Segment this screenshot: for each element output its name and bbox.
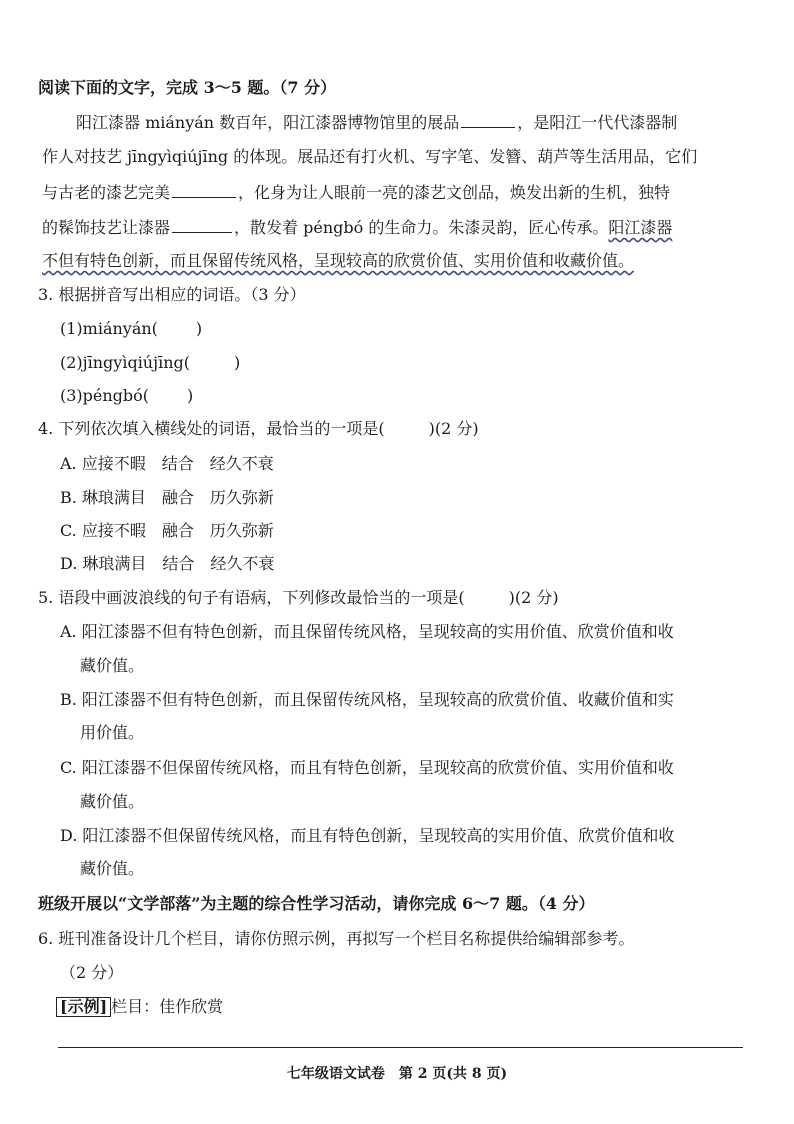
- passage-text: 的髹饰技艺让漆器: [42, 218, 171, 237]
- example-text: 栏目：佳作欣赏: [111, 997, 224, 1016]
- passage-text: 与古老的漆艺完美: [42, 183, 171, 202]
- paren-close: ): [187, 386, 194, 405]
- fill-blank-2[interactable]: [172, 181, 236, 198]
- q5-option-c: C. 阳江漆器不但保留传统风格，而且有特色创新，呈现较高的欣赏价值、实用价值和收: [60, 758, 674, 777]
- paren-close: ): [195, 319, 203, 338]
- q6-example: [56, 996, 223, 1018]
- q3-item-label: (2)jīngyìqiújīng(: [60, 353, 190, 372]
- q4-stem: [38, 418, 479, 440]
- footer-divider: [58, 1047, 743, 1048]
- q3-item-label: (1)miányán(: [60, 319, 158, 338]
- q6-stem: 6. 班刊准备设计几个栏目，请你仿照示例，再拟写一个栏目名称提供给编辑部参考。: [38, 929, 635, 948]
- section-header-activity: 班级开展以“文学部落”为主题的综合性学习活动，请你完成 6～7 题。（4 分）: [38, 894, 595, 913]
- q5-option-b-cont: 用价值。: [80, 723, 145, 742]
- q5-option-c-cont: 藏价值。: [80, 792, 145, 811]
- q4-option-d: D. 琳琅满目 结合 经久不衰: [60, 554, 275, 573]
- q3-item-3: [60, 385, 193, 407]
- fill-blank-3[interactable]: [172, 216, 232, 233]
- page-footer: 七年级语文试卷 第 2 页(共 8 页): [286, 1066, 508, 1082]
- q5-option-d-cont: 藏价值。: [80, 859, 145, 878]
- q5-option-a-cont: 藏价值。: [80, 656, 145, 675]
- q4-option-b: B. 琳琅满目 融合 历久弥新: [60, 488, 274, 507]
- q5-option-b: B. 阳江漆器不但有特色创新，而且保留传统风格，呈现较高的欣赏价值、收藏价值和实: [60, 690, 674, 709]
- passage-line-5-wavy: 不但有特色创新，而且保留传统风格，呈现较高的欣赏价值、实用价值和收藏价值。: [42, 251, 635, 270]
- q3-item-1: [60, 318, 202, 340]
- passage-line-3: [42, 181, 670, 204]
- q4-option-a: A. 应接不暇 结合 经久不衰: [60, 454, 274, 473]
- q5-points: )(2 分): [508, 588, 559, 607]
- q5-option-a: A. 阳江漆器不但有特色创新，而且保留传统风格，呈现较高的实用价值、欣赏价值和收: [60, 622, 674, 641]
- passage-text: ，散发着 péngbó 的生命力。朱漆灵韵，匠心传承。: [234, 218, 609, 237]
- q6-points: （2 分）: [60, 963, 124, 982]
- q3-item-2: [60, 352, 240, 374]
- wavy-underlined-sentence: 阳江漆器: [608, 218, 673, 237]
- q4-points: )(2 分): [428, 419, 479, 438]
- q4-stem-text: 4. 下列依次填入横线处的词语，最恰当的一项是(: [38, 419, 385, 438]
- q3-stem: 3. 根据拼音写出相应的词语。（3 分）: [38, 285, 306, 304]
- passage-line-2: 作人对技艺 jīngyìqiújīng 的体现。展品还有打火机、写字笔、发簪、葫芦等生活用品，它们: [42, 147, 698, 166]
- passage-text: 阳江漆器 miányán 数百年，阳江漆器博物馆里的展品: [76, 113, 460, 132]
- example-label-box: [示例]: [56, 997, 111, 1017]
- q5-option-d: D. 阳江漆器不但保留传统风格，而且有特色创新，呈现较高的实用价值、欣赏价值和收: [60, 826, 675, 845]
- passage-text: ，化身为让人眼前一亮的漆艺文创品，焕发出新的生机，独特: [238, 183, 671, 202]
- q3-item-label: (3)péngbó(: [60, 386, 150, 405]
- q5-stem-text: 5. 语段中画波浪线的句子有语病，下列修改最恰当的一项是(: [38, 588, 465, 607]
- passage-line-4: [42, 216, 672, 239]
- q4-option-c: C. 应接不暇 融合 历久弥新: [60, 521, 274, 540]
- paren-close: ): [233, 353, 241, 372]
- passage-line-1: [76, 111, 677, 134]
- q5-stem: [38, 587, 559, 609]
- passage-text: ，是阳江一代代漆器制: [517, 113, 678, 132]
- fill-blank-1[interactable]: [461, 111, 515, 128]
- section-header-reading: 阅读下面的文字，完成 3～5 题。（7 分）: [38, 78, 337, 97]
